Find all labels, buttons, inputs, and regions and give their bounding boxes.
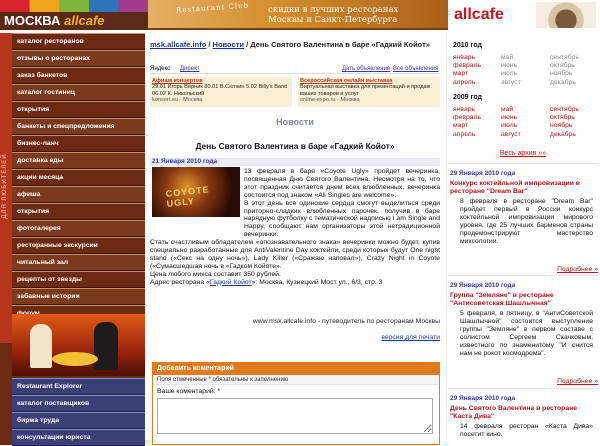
- archive-month-link[interactable]: июль: [501, 70, 518, 78]
- archive-month-link[interactable]: август: [501, 78, 521, 86]
- archive-month-link[interactable]: апрель: [453, 78, 476, 86]
- news-more-link[interactable]: Подробнее »: [557, 378, 598, 385]
- archive-months-2009: [453, 106, 598, 140]
- news-text: 5 февраля, в пятницу, в "АнтиСоветской Шашлычной" состоится выступление группы "Земляне" в первом составе с солистом Сергеем Скачковым, известного по знаменитому "И снится нам не рокот космодрома".: [460, 310, 593, 357]
- ad-text: 29.01 Игорь Верник 30.01 В.Сюткин 5.02 Billy's Band 06.02 К. Никольский: [152, 84, 288, 97]
- article-address: Адрес ресторана «Гадкий Койот»: Москва, Кузнецкий Мост ул., 6/3, стр. 3: [150, 278, 383, 286]
- ad-site: online-expo.ru: [300, 96, 336, 103]
- sidebar-menu-item[interactable]: ресторанные экскурсии: [12, 237, 145, 254]
- breadcrumb-news-link[interactable]: Новости: [212, 40, 244, 49]
- archive-month-link[interactable]: март: [453, 70, 469, 78]
- archive-year-heading: 2009 год: [453, 94, 482, 101]
- archive-month-link[interactable]: октябрь: [550, 114, 575, 122]
- logo-color-strip: [0, 0, 148, 12]
- comment-form-heading: Добавить коментарий: [153, 363, 439, 375]
- news-text: 14 февраля ресторан «Каста Дива» посетит кино.: [460, 423, 593, 438]
- archive-month-link[interactable]: май: [501, 106, 514, 113]
- all-ads-link[interactable]: Все объявления: [393, 66, 439, 72]
- site-logo[interactable]: [0, 0, 148, 30]
- breadcrumb: msk.allcafe.info / Новости / День Святого Валентина в баре «Гадкий Койот»: [150, 40, 430, 49]
- logo-main-text: МОСКВА: [4, 13, 61, 28]
- article-photo: [152, 167, 240, 217]
- logo-accent-text: allcafe: [64, 13, 105, 28]
- required-fields-note: Поля отмеченные * обязательны к заполнению: [153, 375, 439, 385]
- banner-line-1: скидки в лучших ресторанах: [268, 5, 399, 15]
- archive-month-link[interactable]: август: [501, 130, 521, 138]
- ad-title[interactable]: Афиша концертов: [152, 78, 203, 84]
- news-title[interactable]: Конкурс коктейльной импровизации в ресторане "Dream Bar": [450, 180, 580, 195]
- sidebar-menu-item[interactable]: читальный зал: [12, 254, 145, 271]
- breadcrumb-current: День Святого Валентина в баре «Гадкий Койот»: [250, 40, 430, 49]
- news-title[interactable]: День Святого Валентина в ресторане "Каста Дива": [450, 405, 577, 420]
- sidebar-menu-item[interactable]: банкеты и спецпредложения: [12, 118, 145, 135]
- sidebar-menu-item[interactable]: афиша: [12, 186, 145, 203]
- add-ad-link[interactable]: Дать объявление: [342, 66, 391, 72]
- divider: [448, 388, 598, 389]
- cafe-photo: [536, 2, 596, 28]
- news-more-link[interactable]: Подробнее »: [557, 266, 598, 273]
- main-menu: [12, 33, 145, 322]
- serving-tray: [52, 352, 98, 366]
- right-logo-text: allcafe: [454, 6, 504, 23]
- site-footer-text: www.msk.allcafe.info - путеводитель по ресторанам Москвы: [252, 318, 440, 325]
- restaurant-club-banner[interactable]: [148, 0, 448, 30]
- archive-month-link[interactable]: январь: [453, 106, 476, 113]
- sidebar-menu-item[interactable]: заказ банкетов: [12, 67, 145, 84]
- waiters-illustration: [12, 314, 145, 376]
- sidebar-tool-item[interactable]: биржа труда: [12, 412, 145, 429]
- article-paragraph: 13 февраля в баре «Coyote Ugly» пройдет вечеринка, посвященная Дню Святого Валентина. Несмотря на то, что этот праздник считается днем всех влюбленных, вечеринка состоится под знаком «All Singles are welcome».: [244, 168, 440, 199]
- sidebar-menu-item[interactable]: доставка еды: [12, 152, 145, 169]
- divider: [448, 163, 598, 164]
- sidebar-tool-item[interactable]: каталог поставщиков: [12, 395, 145, 412]
- news-date: 29 Января 2010 года: [450, 282, 516, 289]
- archive-month-link[interactable]: октябрь: [550, 62, 575, 70]
- sidebar-menu-item[interactable]: рецепты от звезды: [12, 271, 145, 288]
- archive-month-link[interactable]: февраль: [453, 114, 482, 122]
- article-date: 21 Января 2010 года: [150, 158, 440, 166]
- divider: [448, 275, 598, 276]
- column-divider: [446, 33, 447, 445]
- direct-link[interactable]: Директ: [180, 66, 200, 72]
- archive-month-link[interactable]: июль: [501, 122, 518, 130]
- banner-brand: Restaurant Club: [175, 1, 250, 15]
- news-title[interactable]: Группа "Земляне" в ресторане "Антисоветская Шашлычная": [450, 292, 554, 307]
- archive-month-link[interactable]: январь: [453, 54, 476, 61]
- archive-month-link[interactable]: июнь: [501, 114, 518, 122]
- yandex-label: Яндекс: [150, 66, 171, 72]
- comment-textarea[interactable]: [157, 398, 433, 434]
- ad-title[interactable]: Всероссийская онлайн выставка: [300, 78, 393, 84]
- sidebar-menu-item[interactable]: фотогалерея: [12, 220, 145, 237]
- article-paragraph: Цена любого микса составит 350 рублей.: [150, 270, 281, 278]
- archive-month-link[interactable]: март: [453, 122, 469, 130]
- ad-text: Виртуальная выставка для презентаций и продаж ваших товаров и услуг: [300, 84, 431, 97]
- secondary-menu: [12, 378, 145, 446]
- archive-month-link[interactable]: май: [501, 54, 514, 61]
- sidebar-menu-item[interactable]: открытия: [12, 101, 145, 118]
- article-paragraph: Стать счастливым обладателем «опознавательного знака» вечеринки можно будет, купив специально разработанные для AntiValentine Day коктейли, среди которых будут One night stand («Секс на одну ночь»), Lady Killer («Сражаю наповал»), Crazy Night in Coyote («Сумасшедшая ночь в «Гадком Койоте».: [150, 239, 440, 270]
- waiter-figure: [94, 322, 118, 370]
- archive-month-link[interactable]: апрель: [453, 130, 476, 138]
- archive-month-link[interactable]: декабрь: [550, 130, 576, 138]
- ad-block[interactable]: Всероссийская онлайн выставка Виртуальная выставка для презентаций и продаж ваших товаров и услуг online-expo.ru · Москва: [298, 77, 440, 107]
- archive-months-2010: [453, 54, 598, 88]
- archive-month-link[interactable]: ноябрь: [550, 70, 573, 78]
- archive-month-link[interactable]: ноябрь: [550, 122, 573, 130]
- archive-year-heading: 2010 год: [453, 42, 482, 49]
- sidebar-tool-item[interactable]: Restaurant Explorer: [12, 378, 145, 395]
- yandex-direct-bar: [150, 66, 440, 74]
- news-text: 8 февраля в ресторане "Dream Bar" пройдет первый в России конкурс коктейльной импровизации мирового уровня, где 25 лучших барменов страны продемонстрируют мастерство миксологии.: [460, 198, 593, 245]
- waiter-figure: [30, 324, 52, 368]
- restaurant-link[interactable]: Гадкий Койот: [209, 278, 252, 286]
- archive-month-link[interactable]: июнь: [501, 62, 518, 70]
- sidebar-tool-item[interactable]: консультации юриста: [12, 429, 145, 446]
- article-paragraph: В этот день все одинокие сердца смогут выделиться среди приторно-сладких влюбленных парочек, получив в баре нарядную футболку с тематической надписью I am Single and Happy, сообщают нам организаторы этой нетрадиционной вечеринки.: [244, 199, 440, 239]
- ad-block[interactable]: Афиша концертов 29.01 Игорь Верник 30.01 В.Сюткин 5.02 Billy's Band 06.02 К. Никольский konsert.eu · Москва: [150, 77, 292, 107]
- news-date: 29 Января 2010 года: [450, 395, 516, 402]
- photo-sign: COYOTE UGLY: [165, 184, 210, 209]
- archive-month-link[interactable]: декабрь: [550, 78, 576, 86]
- comment-label: Ваше коментарий: *: [157, 388, 221, 395]
- news-section-heading: Новости: [276, 117, 314, 127]
- ad-city: Москва: [340, 96, 360, 103]
- sidebar-menu-item[interactable]: каталог ресторанов: [12, 33, 145, 50]
- sidebar-menu-item[interactable]: бизнес-ланч: [12, 135, 145, 152]
- article-title: День Святого Валентина в баре «Гадкий Койот»: [195, 141, 395, 151]
- archive-month-link[interactable]: сентябрь: [550, 54, 579, 61]
- print-version-link[interactable]: версия для печати: [381, 334, 440, 341]
- news-date: 29 Января 2010 года: [450, 170, 516, 177]
- sidebar-menu-item[interactable]: отзывы о ресторанах: [12, 50, 145, 67]
- archive-month-link[interactable]: сентябрь: [550, 106, 579, 113]
- sidebar-menu-item[interactable]: каталог гостиниц: [12, 84, 145, 101]
- sidebar-menu-item[interactable]: открытия: [12, 203, 145, 220]
- comment-form: [152, 362, 440, 445]
- vertical-section-label: ДЛЯ ЛЮБИТЕЛЕЙ: [0, 33, 12, 343]
- archive-month-link[interactable]: февраль: [453, 62, 482, 70]
- banner-line-2: Москвы и Санкт-Петербурга: [268, 15, 398, 25]
- right-logo[interactable]: [448, 0, 600, 30]
- ad-city: Москва: [183, 96, 203, 103]
- sidebar-menu-item[interactable]: забавные истории: [12, 288, 145, 305]
- ad-site: konsert.eu: [152, 96, 179, 103]
- all-archive-link[interactable]: Весь архив »»: [499, 150, 547, 157]
- breadcrumb-site-link[interactable]: msk.allcafe.info: [150, 40, 207, 49]
- sidebar-menu-item[interactable]: акции месяца: [12, 169, 145, 186]
